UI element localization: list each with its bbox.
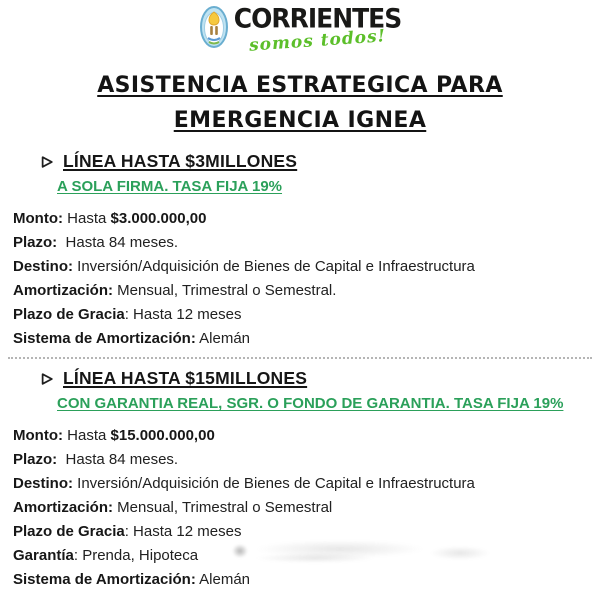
section-2-head bbox=[40, 368, 600, 389]
field-garantia bbox=[13, 544, 600, 568]
field-value: Hasta 84 meses. bbox=[57, 234, 179, 251]
field-plazo bbox=[13, 231, 600, 255]
field-value: : Prenda, Hipoteca bbox=[73, 547, 199, 564]
logo bbox=[0, 0, 600, 56]
field-label: Plazo: bbox=[13, 451, 58, 468]
title-line-2: EMERGENCIA IGNEA bbox=[173, 108, 427, 133]
field-value: Hasta bbox=[62, 427, 111, 444]
field-plazo-gracia bbox=[13, 303, 600, 327]
field-label: Garantía bbox=[13, 547, 74, 564]
field-label: Destino: bbox=[13, 475, 73, 492]
field-plazo-gracia bbox=[13, 520, 600, 544]
section-2-fields bbox=[13, 424, 600, 592]
section-1-fields bbox=[13, 207, 600, 351]
field-value: Alemán bbox=[195, 330, 251, 347]
brand-name: CORRIENTES bbox=[233, 2, 402, 35]
field-monto bbox=[13, 207, 600, 231]
section-2-heading: LÍNEA HASTA $15MILLONES bbox=[63, 368, 308, 388]
field-label: Plazo: bbox=[13, 234, 58, 251]
field-label: Plazo de Gracia bbox=[13, 523, 125, 540]
field-label: Amortización: bbox=[13, 499, 114, 516]
field-amortizacion bbox=[13, 279, 600, 303]
field-amortizacion bbox=[13, 496, 600, 520]
field-label: Monto: bbox=[13, 210, 63, 227]
field-value: Inversión/Adquisición de Bienes de Capital e Infraestructura bbox=[73, 258, 475, 275]
field-label: Amortización: bbox=[13, 282, 114, 299]
arrow-bullet-icon bbox=[40, 372, 54, 386]
field-value-bold: $3.000.000,00 bbox=[110, 210, 207, 227]
brand-slogan: somos todos! bbox=[248, 26, 387, 56]
field-label: Monto: bbox=[13, 427, 63, 444]
section-linea-15-millones bbox=[0, 368, 600, 592]
page-title bbox=[0, 68, 600, 138]
field-label: Plazo de Gracia bbox=[13, 306, 125, 323]
field-plazo bbox=[13, 448, 600, 472]
field-sistema bbox=[13, 568, 600, 592]
section-1-head bbox=[40, 151, 600, 172]
field-value: Mensual, Trimestral o Semestral. bbox=[113, 282, 337, 299]
field-destino bbox=[13, 472, 600, 496]
field-value: : Hasta 12 meses bbox=[124, 306, 242, 323]
dotted-divider bbox=[8, 357, 592, 359]
title-line-1: ASISTENCIA ESTRATEGICA PARA bbox=[97, 73, 503, 98]
field-value: Inversión/Adquisición de Bienes de Capital e Infraestructura bbox=[73, 475, 475, 492]
field-label: Destino: bbox=[13, 258, 73, 275]
field-label: Sistema de Amortización: bbox=[13, 571, 196, 588]
field-label: Sistema de Amortización: bbox=[13, 330, 196, 347]
section-1-subheading: A SOLA FIRMA. TASA FIJA 19% bbox=[57, 178, 283, 195]
section-2-subheading: CON GARANTIA REAL, SGR. O FONDO DE GARANTIA. TASA FIJA 19% bbox=[57, 395, 564, 412]
section-linea-3-millones bbox=[0, 151, 600, 351]
field-destino bbox=[13, 255, 600, 279]
corrientes-crest-icon bbox=[199, 5, 229, 51]
field-value: Hasta bbox=[62, 210, 111, 227]
field-value: Alemán bbox=[195, 571, 251, 588]
field-value: Mensual, Trimestral o Semestral bbox=[113, 499, 333, 516]
brand-block bbox=[233, 2, 402, 56]
field-sistema bbox=[13, 327, 600, 351]
section-1-heading: LÍNEA HASTA $3MILLONES bbox=[63, 151, 298, 171]
field-value: : Hasta 12 meses bbox=[124, 523, 242, 540]
field-value-bold: $15.000.000,00 bbox=[110, 427, 215, 444]
arrow-bullet-icon bbox=[40, 155, 54, 169]
field-monto bbox=[13, 424, 600, 448]
field-value: Hasta 84 meses. bbox=[57, 451, 179, 468]
